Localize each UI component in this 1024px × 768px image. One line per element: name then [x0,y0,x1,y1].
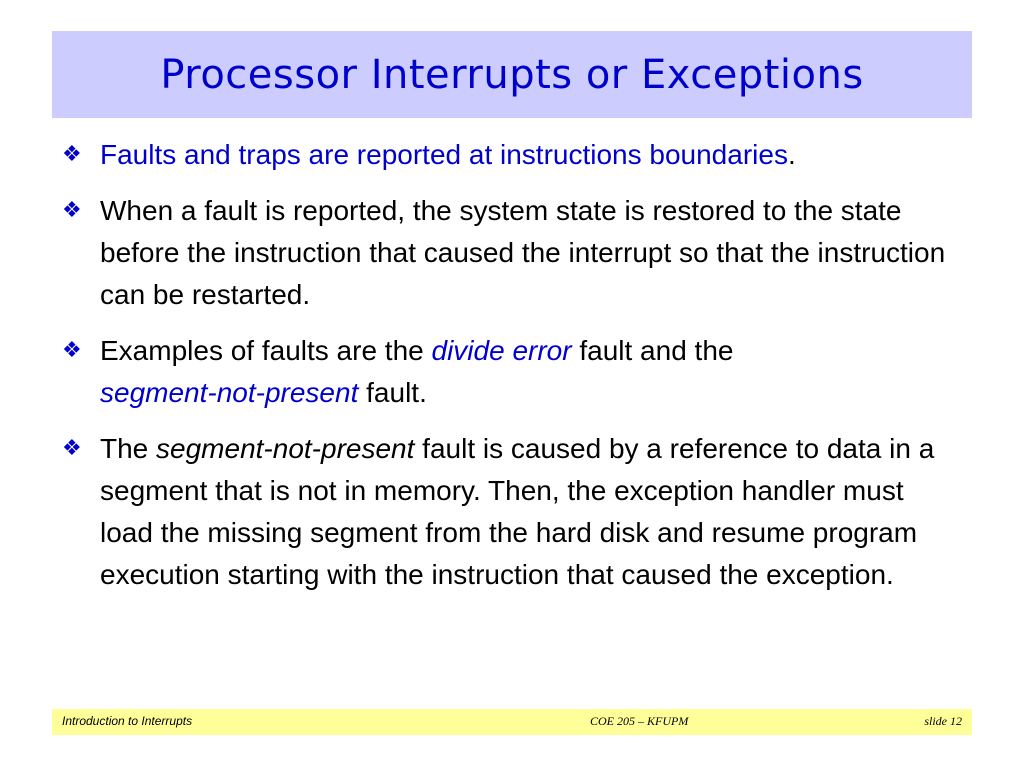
title-bar [52,31,972,118]
bullet-item [62,330,962,414]
footer-course-topic: Introduction to Interrupts [62,714,193,728]
bullet-text: Examples of faults are the [100,335,432,366]
bullet-text: fault. [358,377,427,408]
slide-content [62,134,962,610]
term-segment-not-present: segment-not-present [100,377,359,408]
bullet-text: fault is caused by a reference to data in a segment that is not in memory. Then, the exception handler must load the missing segment from the hard disk and resume program execution starting with the instruction that caused the exception. [100,433,935,590]
bullet-text: . [787,139,796,170]
diamond-bullet-icon: ❖ [62,198,82,223]
term-divide-error: divide error [431,335,572,366]
bullet-text: Faults and traps are reported at instructions boundaries [100,139,788,170]
diamond-bullet-icon: ❖ [62,436,82,461]
bullet-item [62,190,962,316]
footer-slide-number: slide 12 [924,714,962,728]
bullet-text: fault and the [571,335,734,366]
slide-title: Processor Interrupts or Exceptions [160,51,864,98]
diamond-bullet-icon: ❖ [62,338,82,363]
bullet-item [62,428,962,596]
term-segment-not-present: segment-not-present [156,433,415,464]
diamond-bullet-icon: ❖ [62,142,82,167]
bullet-text: The [100,433,157,464]
bullet-item [62,134,962,176]
footer-bar [52,709,972,735]
bullet-text: When a fault is reported, the system state is restored to the state before the instruction that caused the interrupt so that the instruction can be restarted. [100,195,946,310]
footer-course-code: COE 205 – KFUPM [590,714,689,728]
